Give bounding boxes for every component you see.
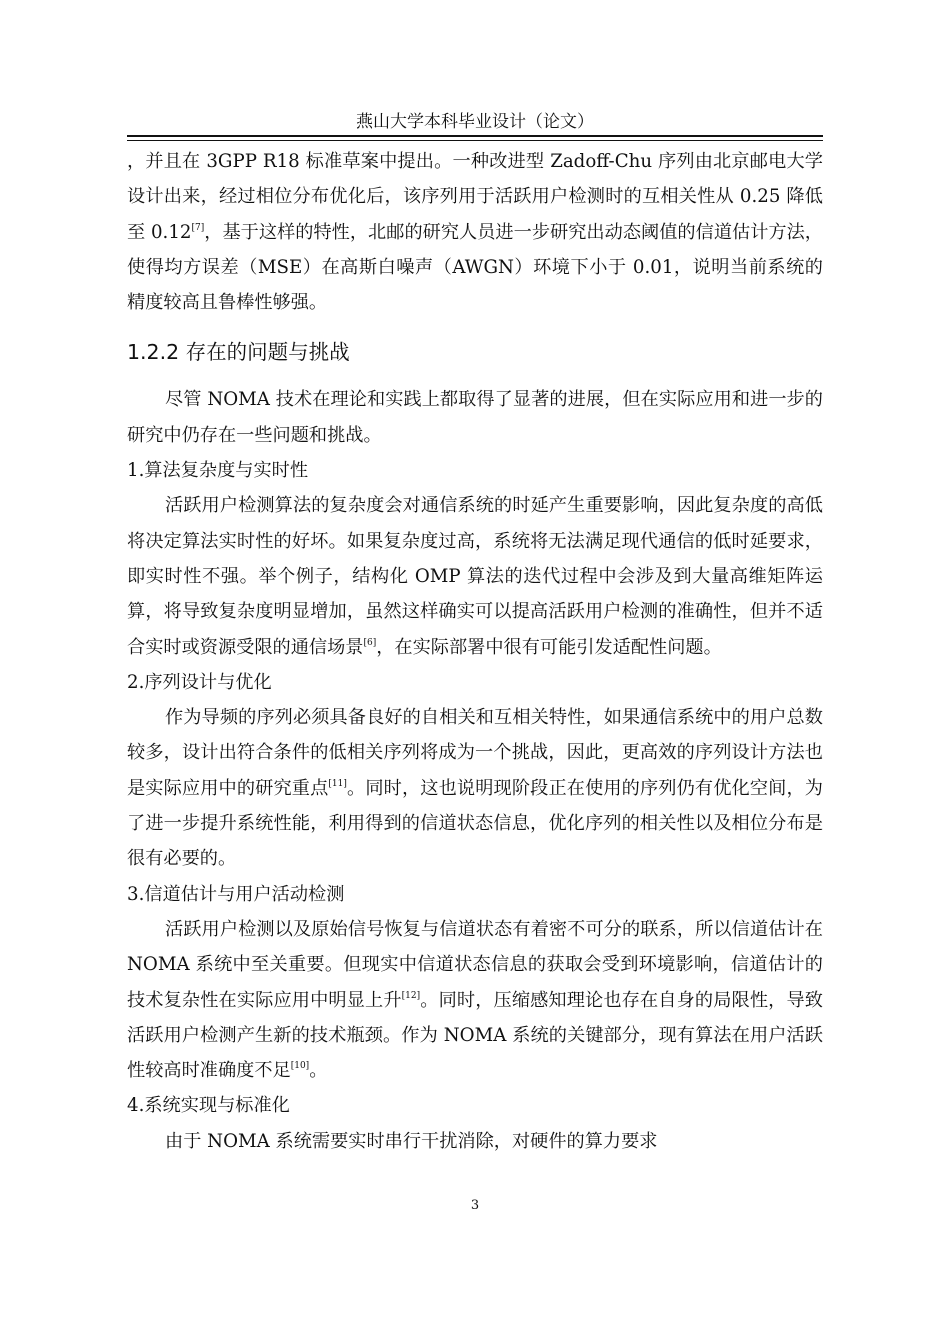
text-run: 。 bbox=[309, 1060, 328, 1082]
text-run: 活跃用户检测以及原始信号恢复与信道状态有着密不可分的联系，所以信道估计在 NOMA 系统中至关重要。但现实中信道状态信息的获取会受到环境影响，信道估计的技术复杂性在实际应用中明显上升 bbox=[127, 918, 823, 1011]
paragraph-implementation: 由于 NOMA 系统需要实时串行干扰消除，对硬件的算力要求 bbox=[165, 1130, 658, 1152]
page-header-title: 燕山大学本科毕业设计（论文） bbox=[356, 112, 594, 132]
list-heading-4: 4.系统实现与标准化 bbox=[127, 1095, 290, 1117]
paragraph-sequence bbox=[127, 700, 823, 876]
citation: [7] bbox=[191, 222, 205, 233]
text-run: 。同时，这也说明现阶段正在使用的序列仍有优化空间，为了进一步提升系统性能，利用得到的信道状态信息，优化序列的相关性以及相位分布是很有必要的。 bbox=[127, 777, 823, 870]
citation: [10] bbox=[290, 1061, 310, 1072]
header-rule-thick bbox=[127, 135, 823, 137]
list-heading-2: 2.序列设计与优化 bbox=[127, 671, 272, 693]
text-run: 作为导频的序列必须具备良好的自相关和互相关特性，如果通信系统中的用户总数较多，设计出符合条件的低相关序列将成为一个挑战，因此，更高效的序列设计方法也是实际应用中的研究重点 bbox=[127, 707, 823, 799]
list-heading-1: 1.算法复杂度与实时性 bbox=[127, 460, 309, 482]
text-run: 活跃用户检测算法的复杂度会对通信系统的时延产生重要影响，因此复杂度的高低将决定算法实时性的好坏。如果复杂度过高，系统将无法满足现代通信的低时延要求，即实时性不强。举个例子，结构化 OMP 算法的迭代过程中会涉及到大量高维矩阵运算，将导致复杂度明显增加，虽然这样确实可以提高活跃用户检测的准确性，但并不适合实时或资源受限的通信场景 bbox=[127, 495, 823, 658]
paragraph-complexity bbox=[127, 488, 823, 664]
page-number: 3 bbox=[470, 1198, 480, 1213]
paragraph-continued bbox=[127, 144, 823, 320]
text-run: ，在实际部署中很有可能引发适配性问题。 bbox=[376, 636, 722, 658]
text-run: 。同时，压缩感知理论也存在自身的局限性，导致活跃用户检测产生新的技术瓶颈。作为 NOMA 系统的关键部分，现有算法在用户活跃性较高时准确度不足 bbox=[127, 989, 823, 1082]
text-run: ，基于这样的特性，北邮的研究人员进一步研究出动态阈值的信道估计方法，使得均方误差（MSE）在高斯白噪声（AWGN）环境下小于 0.01，说明当前系统的精度较高且鲁棒性够强。 bbox=[127, 221, 823, 314]
document-body bbox=[127, 144, 823, 1159]
header-rule-thin bbox=[127, 140, 823, 141]
citation: [6] bbox=[363, 637, 377, 648]
paragraph-intro: 尽管 NOMA 技术在理论和实践上都取得了显著的进展，但在实际应用和进一步的研究中仍存在一些问题和挑战。 bbox=[127, 389, 823, 446]
section-heading: 1.2.2 存在的问题与挑战 bbox=[127, 340, 350, 365]
citation: [12] bbox=[401, 990, 421, 1001]
list-heading-3: 3.信道估计与用户活动检测 bbox=[127, 883, 345, 905]
paragraph-channel-estimation bbox=[127, 912, 823, 1088]
citation: [11] bbox=[328, 778, 347, 789]
text-run: ，并且在 3GPP R18 标准草案中提出。一种改进型 Zadoff-Chu 序列由北京邮电大学设计出来，经过相位分布优化后，该序列用于活跃用户检测时的互相关性从 0.25 降低至 0.12 bbox=[127, 151, 823, 243]
